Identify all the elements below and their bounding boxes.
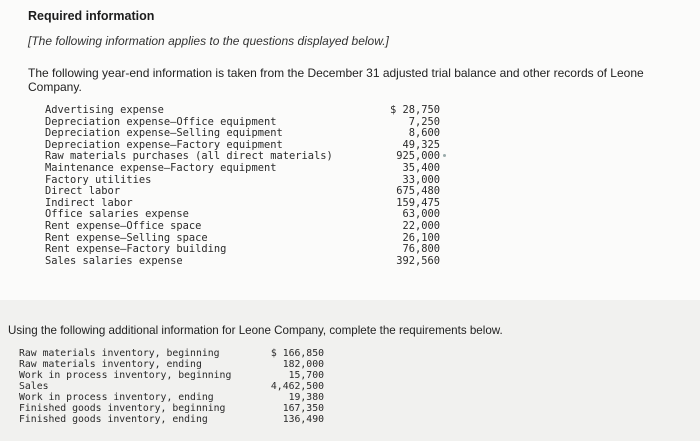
row-label: Rent expense—Selling space — [45, 231, 208, 244]
row-value: 19,380 — [288, 392, 324, 403]
row-value: 35,400 — [402, 161, 440, 174]
table-row — [19, 403, 324, 414]
row-label: Depreciation expense—Office equipment — [45, 115, 277, 128]
row-value: 159,475 — [396, 196, 440, 209]
row-value: 182,000 — [282, 359, 324, 370]
table-row — [19, 414, 324, 425]
row-value: 136,490 — [282, 414, 324, 425]
row-label: Rent expense—Factory building — [45, 243, 227, 256]
table-row — [19, 359, 324, 370]
row-label: Factory utilities — [45, 173, 152, 186]
row-label: Depreciation expense—Selling equipment — [45, 127, 283, 140]
table-row — [45, 244, 440, 256]
row-label: Advertising expense — [45, 104, 164, 116]
row-label: Depreciation expense—Factory equipment — [45, 138, 283, 151]
row-label: Raw materials inventory, ending — [19, 359, 202, 370]
row-value: 675,480 — [396, 185, 440, 198]
row-value: $ 28,750 — [389, 104, 440, 116]
row-label: Sales — [19, 381, 49, 392]
table-row — [19, 392, 324, 403]
table-row — [45, 186, 440, 198]
row-value: $ 166,850 — [270, 348, 324, 359]
row-value: 63,000 — [402, 208, 440, 221]
table-row — [45, 256, 440, 268]
row-value: 33,000 — [402, 173, 440, 186]
row-label: Raw materials inventory, beginning — [19, 348, 220, 359]
table-row — [45, 221, 440, 233]
row-label: Maintenance expense—Factory equipment — [45, 161, 277, 174]
row-value: 22,000 — [402, 219, 440, 232]
row-value: 392,560 — [396, 254, 440, 267]
row-label: Finished goods inventory, beginning — [19, 403, 226, 414]
intro-paragraph: The following year-end information is taken from the December 31 adjusted trial balance and other records of Leone Company. — [28, 66, 644, 94]
row-value: 76,800 — [402, 243, 440, 256]
row-label: Sales salaries expense — [45, 254, 183, 267]
row-value: 4,462,500 — [270, 381, 324, 392]
row-value: 167,350 — [282, 403, 324, 414]
required-information-title: Required information — [28, 9, 155, 23]
table-row — [45, 105, 440, 117]
stray-mark — [443, 154, 446, 157]
row-value: 15,700 — [288, 370, 324, 381]
table-row — [19, 381, 324, 392]
row-label: Indirect labor — [45, 196, 133, 209]
row-label: Office salaries expense — [45, 208, 189, 221]
additional-info-instruction: Using the following additional information for Leone Company, complete the requirements below. — [8, 324, 503, 337]
row-label: Finished goods inventory, ending — [19, 414, 208, 425]
row-label: Direct labor — [45, 185, 121, 198]
row-label: Rent expense—Office space — [45, 219, 202, 232]
table-row — [45, 163, 440, 175]
row-value: 49,325 — [402, 138, 440, 151]
row-value: 8,600 — [408, 127, 440, 140]
row-label: Work in process inventory, beginning — [19, 370, 232, 381]
row-value: 26,100 — [402, 231, 440, 244]
table-row — [19, 370, 324, 381]
trial-balance-table — [45, 105, 440, 267]
row-value: 925,000 — [396, 150, 440, 163]
table-row — [19, 348, 324, 359]
row-value: 7,250 — [408, 115, 440, 128]
row-label: Raw materials purchases (all direct materials) — [45, 150, 333, 163]
additional-info-table — [19, 348, 324, 425]
instruction-note: [The following information applies to the questions displayed below.] — [28, 34, 389, 48]
row-label: Work in process inventory, ending — [19, 392, 214, 403]
